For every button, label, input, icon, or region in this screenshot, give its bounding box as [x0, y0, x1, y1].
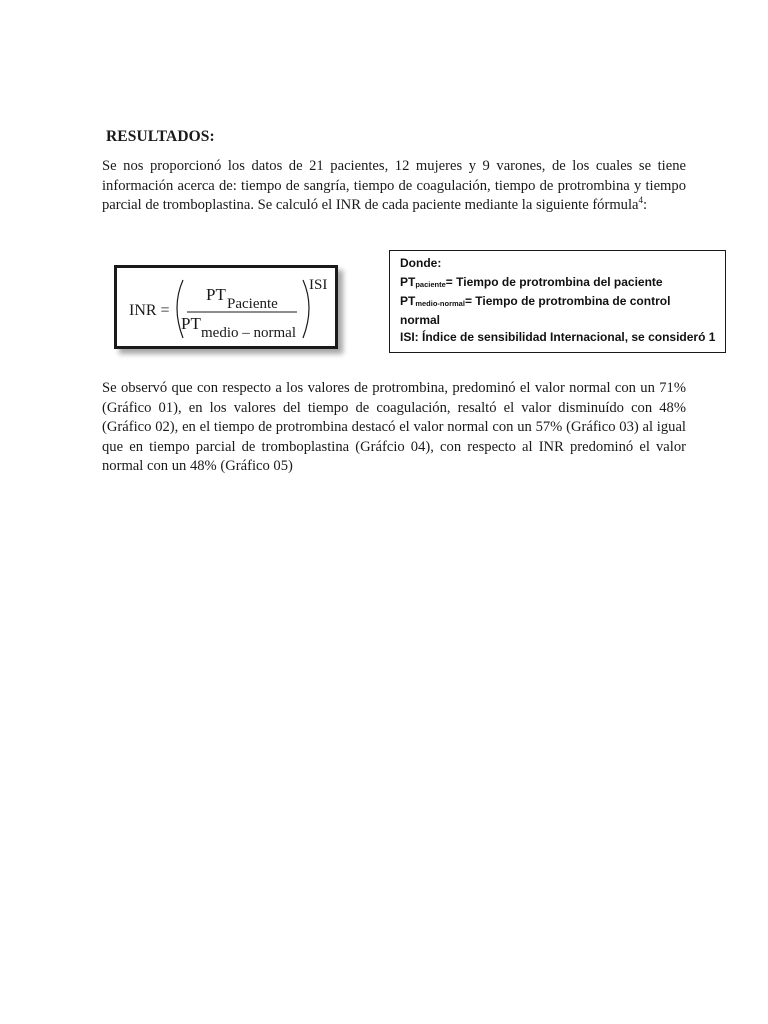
definitions-box: [389, 250, 726, 353]
formula-exponent: ISI: [309, 277, 328, 293]
inr-formula: [117, 268, 335, 346]
intro-paragraph: [102, 157, 686, 216]
results-paragraph: Se observó que con respecto a los valores de protrombina, predominó el valor normal con un 71% (Gráfico 01), en los valores del tiempo de coagulación, resaltó el valor disminuído con 48% (Gráfico 02), en el tiempo de protrombina destacó el valor normal con un 57% (Gráfico 03) al igual que en tiempo parcial de tromboplastina (Gráfcio 04), con respecto al INR predominó el valor normal con un 48% (Gráfico 05): [102, 380, 686, 475]
intro-paragraph-end: :: [643, 197, 648, 214]
denominator-subscript: medio – normal: [201, 325, 296, 341]
definition-subscript: medio-normal: [415, 299, 465, 308]
section-heading: RESULTADOS:: [106, 128, 215, 145]
inr-formula-box: [114, 265, 338, 349]
definition-text: = Tiempo de protrombina del paciente: [445, 275, 663, 289]
definition-subscript: paciente: [415, 280, 446, 289]
definition-continuation: normal: [400, 313, 441, 327]
definition-isi: [400, 329, 715, 346]
denominator-symbol: PT: [181, 314, 201, 333]
citation-superscript: 4: [638, 195, 644, 206]
definitions-title: Donde:: [400, 256, 442, 270]
numerator-symbol: PT: [206, 285, 226, 304]
definition-symbol: PT: [400, 275, 416, 289]
intro-paragraph-text: Se nos proporcionó los datos de 21 pacientes, 12 mujeres y 9 varones, de los cuales se tiene información acerca de: tiempo de sangría, tiempo de coagulación, tiempo de protrombina y tiempo parcial de tromboplastina. Se calculó el INR de cada paciente mediante la siguiente fórmula: [102, 158, 686, 214]
definition-symbol: PT: [400, 294, 416, 308]
definition-text: : Índice de sensibilidad Internacional, se consideró 1: [414, 330, 716, 344]
definition-pt-medio-normal: [400, 293, 715, 312]
definition-pt-paciente: [400, 274, 715, 293]
formula-lhs: INR =: [129, 302, 170, 319]
definition-symbol: ISI: [400, 330, 415, 344]
numerator-subscript: Paciente: [227, 296, 278, 312]
definition-text: = Tiempo de protrombina de control: [464, 294, 671, 308]
